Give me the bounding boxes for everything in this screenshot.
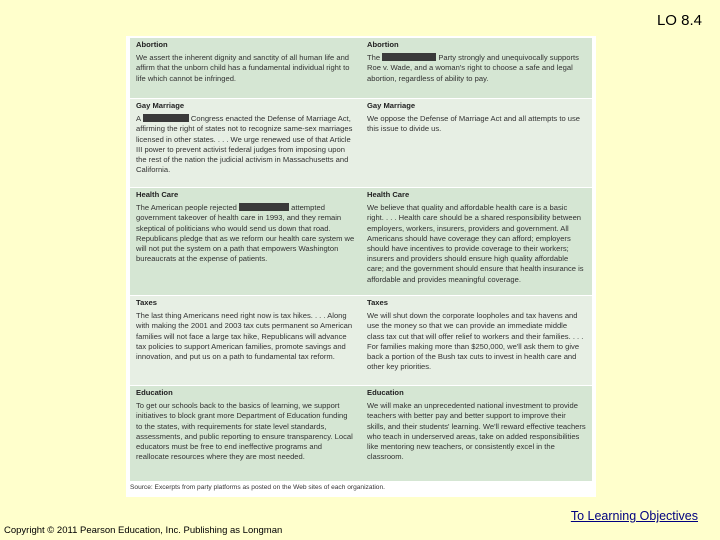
taxes-right-cell [361, 295, 592, 385]
party-platform-table [126, 36, 596, 497]
cell-text: We assert the inherent dignity and sanctity of all human life and affirm that the unborn child has a fundamental individual right to life which cannot be infringed. [136, 53, 350, 83]
cell-text: We will shut down the corporate loopholes and tax havens and use the money so that we can provide an immediate middle class tax cut that will offer relief to workers and their families. . . . For families making more than $250,000, we'll ask them to give back a portion of the Bush tax cuts to invest in health care and other key priorities. [367, 311, 584, 372]
row-heading: Gay Marriage [136, 101, 185, 110]
row-heading: Taxes [136, 298, 157, 307]
abortion-left-cell [130, 38, 361, 98]
row-heading: Health Care [136, 190, 179, 199]
row-heading: Abortion [136, 40, 168, 49]
source-note: Source: Excerpts from party platforms as posted on the Web sites of each organization. [130, 484, 385, 491]
cell-text: The Party strongly and unequivocally supports Roe v. Wade, and a woman's right to choose a safe and legal abortion, regardless of ability to pay. [367, 53, 579, 83]
cell-text: We believe that quality and affordable health care is a basic right. . . . Health care should be a shared responsibility between employers, workers, insurers, providers and government. All Americans should have coverage they can afford; employers should have incentives to provide coverage to their workers; insurers and providers should ensure high quality affordable care; and the government should ensure that health insurance is affordable and provides meaningful coverage. [367, 203, 584, 284]
row-heading: Gay Marriage [367, 101, 416, 110]
cell-text: The last thing Americans need right now is tax hikes. . . . Along with making the 2001 and 2003 tax cuts permanent so American families will not face a large tax hike, Republicans will advance tax policies to support American families, promote savings and innovation, and put us on a path to fundamental tax reform. [136, 311, 353, 362]
gay-marriage-right-cell [361, 98, 592, 187]
row-heading: Education [136, 388, 173, 397]
cell-text: A Congress enacted the Defense of Marriage Act, affirming the right of states not to recognize same-sex marriages licensed in other states. . . . We urge renewed use of that Article III power to prevent activist federal judges from imposing upon the rest of the nation the judicial activism in Massachusetts and California. [136, 114, 353, 175]
taxes-left-cell [130, 295, 361, 385]
redaction-block [382, 53, 436, 61]
row-heading: Health Care [367, 190, 410, 199]
cell-text: We will make an unprecedented national investment to provide teachers with better pay and better support to improve their skills, and their students' learning. We'll reward effective teachers who teach in underserved areas, take on added responsibilities like mentoring new teachers, or consistently excel in the classroom. [367, 401, 586, 462]
education-left-cell [130, 385, 361, 481]
health-care-right-cell [361, 187, 592, 295]
row-heading: Education [367, 388, 404, 397]
cell-text: We oppose the Defense of Marriage Act and all attempts to use this issue to divide us. [367, 114, 581, 134]
platform-grid [130, 38, 592, 481]
health-care-left-cell [130, 187, 361, 295]
gay-marriage-left-cell [130, 98, 361, 187]
lo-label: LO 8.4 [656, 12, 702, 29]
education-right-cell [361, 385, 592, 481]
redaction-block [239, 203, 289, 211]
redaction-block [143, 114, 189, 122]
cell-text: The American people rejected attempted government takeover of health care in 1993, and they remain skeptical of politicians who would send us down that road. Republicans pledge that as we reform our health care system we will not put the system on a path that empowers Washington bureaucrats at the expense of patients. [136, 203, 355, 264]
cell-text: To get our schools back to the basics of learning, we support initiatives to block grant more Department of Education funding to the states, with requirements for state level standards, assessments, and public reporting to ensure transparency. Local educators must be free to end ineffective programs and reallocate resources where they are most needed. [136, 401, 353, 462]
learning-objectives-link[interactable]: To Learning Objectives [570, 509, 698, 523]
abortion-right-cell [361, 38, 592, 98]
row-heading: Abortion [367, 40, 399, 49]
copyright-notice: Copyright © 2011 Pearson Education, Inc. Publishing as Longman [4, 525, 283, 536]
row-heading: Taxes [367, 298, 388, 307]
